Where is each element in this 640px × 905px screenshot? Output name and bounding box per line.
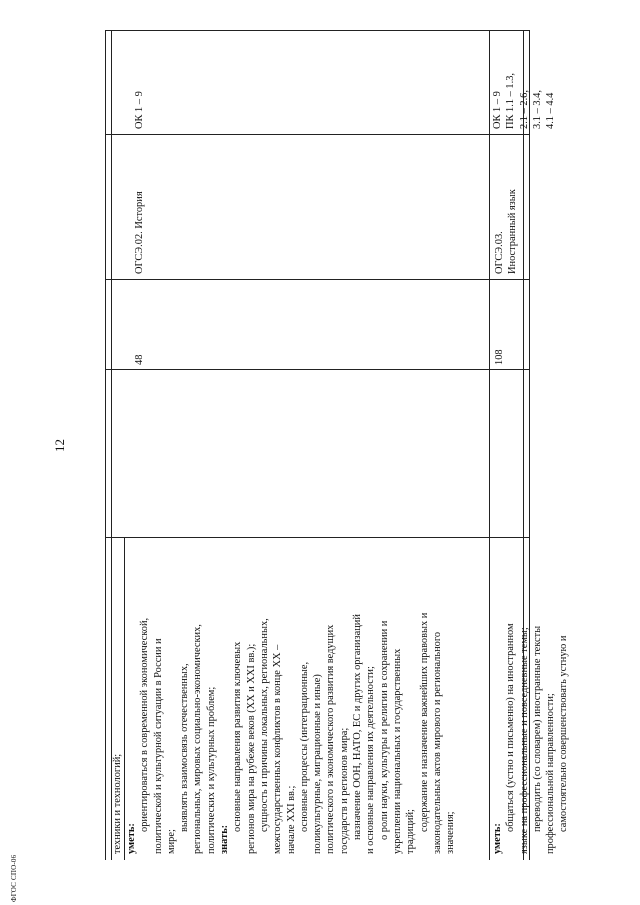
- footer-standard-mark: ФГОС СПО-06: [10, 854, 18, 902]
- heading-znat: знать:: [219, 824, 231, 854]
- column-divider-4: [105, 134, 530, 135]
- row-1-content: уметь: ориентироваться в современной экономической, политической и культурной ситуации в России и мире; выявлять взаимосвязь отечественных, региональных, мировых социально-экономических, политических и культурных проблем; знать: основные направления развития ключевых регионов мира на рубеже веков (XX и XXI вв.); сущность и причины локальных, региональных, межгосударственных конфликтов в конце XX – начале XXI вв.; основные процессы (интеграционные, поликультурные, миграционные и иные) политического и экономического развития ведущих государств и регионов мира; назначение ООН, НАТО, ЕС и других организаций и основные направления их деятельности; о роли науки, культуры и религии в сохранении и укреплении национальных и государственных традиций; содержание и назначение важнейших правовых и законодательных актов мирового и регионального значения;: [125, 538, 489, 854]
- row-2-competencies: ОК 1 – 9 ПК 1.1 – 1.3, 2.1 – 2.6, 3.1 – 3.4, 4.1 – 4.4: [492, 73, 557, 129]
- column-divider-2: [105, 369, 530, 370]
- row-0-text: техники и технологий;: [112, 753, 123, 854]
- table-border-top: [105, 30, 106, 860]
- row-2-discipline: ОГСЭ.03. Иностранный язык: [494, 189, 519, 274]
- row-2-content: уметь: общаться (устно и письменно) на иностранном языке на профессиональные и повседневные темы; переводить (со словарем) иностранные тексты профессиональной направленности; самостоятельно совершенствовать устную и: [491, 538, 523, 854]
- row-divider-1: [489, 30, 490, 860]
- curriculum-table: [105, 30, 570, 860]
- table-right-edge: [105, 30, 530, 31]
- heading-umet-2: уметь:: [492, 823, 503, 854]
- row-1-discipline: ОГСЭ.02. История: [134, 191, 145, 274]
- row-2-hours: 108: [494, 349, 505, 365]
- page-number: 12: [52, 439, 67, 452]
- heading-umet: уметь:: [126, 823, 137, 854]
- row-1-competencies: ОК 1 – 9: [134, 91, 145, 129]
- row-1-hours: 48: [134, 354, 145, 365]
- column-divider-3: [105, 279, 530, 280]
